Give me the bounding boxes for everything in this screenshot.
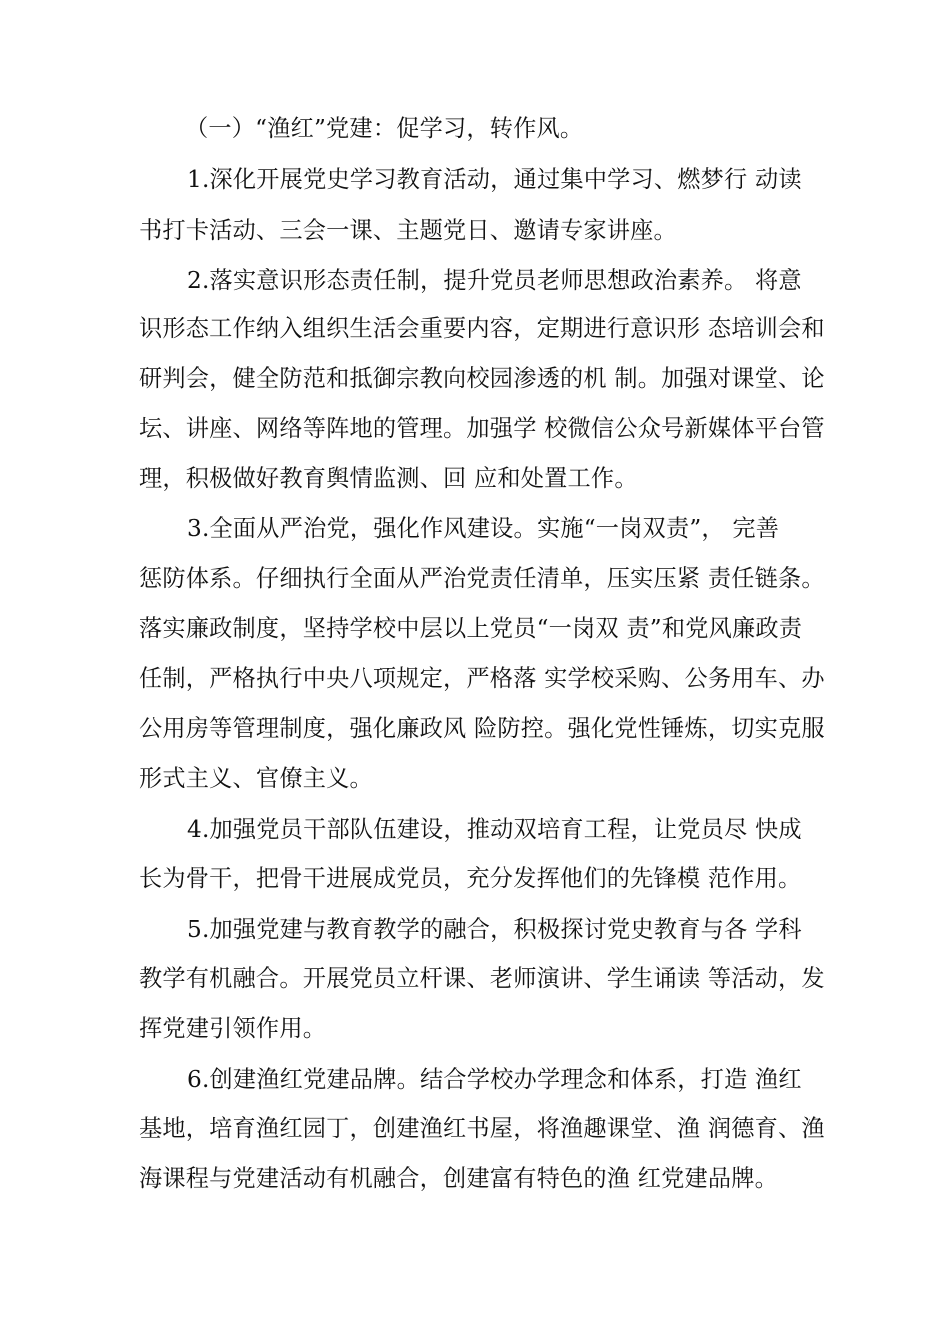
paragraph-5-line-3: 挥党建引领作用。 — [139, 1015, 327, 1042]
paragraph-2-line-3: 研判会，健全防范和抵御宗教向校园渗透的机 制。加强对课堂、论 — [139, 365, 825, 392]
paragraph-3-line-6: 形式主义、官僚主义。 — [139, 765, 373, 792]
paragraph-2-line-2: 识形态工作纳入组织生活会重要内容，定期进行意识形 态培训会和 — [139, 315, 825, 342]
paragraph-5-line-1: 5.加强党建与教育教学的融合，积极探讨党史教育与各 学科 — [187, 916, 802, 943]
paragraph-3-line-1: 3.全面从严治党，强化作风建设。实施“一岗双责”， 完善 — [187, 515, 780, 542]
paragraph-4-line-2: 长为骨干，把骨干进展成党员，充分发挥他们的先锋模 范作用。 — [139, 865, 802, 892]
paragraph-6-line-2: 基地，培育渔红园丁，创建渔红书屋，将渔趣课堂、渔 润德育、渔 — [139, 1115, 825, 1142]
paragraph-2-line-1: 2.落实意识形态责任制，提升党员老师思想政治素养。 将意 — [187, 267, 802, 294]
paragraph-2-line-4: 坛、讲座、网络等阵地的管理。加强学 校微信公众号新媒体平台管 — [139, 415, 825, 442]
paragraph-5-line-2: 教学有机融合。开展党员立杆课、老师演讲、学生诵读 等活动，发 — [139, 965, 825, 992]
paragraph-6-line-1: 6.创建渔红党建品牌。结合学校办学理念和体系，打造 渔红 — [187, 1066, 802, 1093]
paragraph-3-line-4: 任制，严格执行中央八项规定，严格落 实学校采购、公务用车、办 — [139, 665, 825, 692]
paragraph-3-line-5: 公用房等管理制度，强化廉政风 险防控。强化党性锤炼，切实克服 — [139, 715, 825, 742]
paragraph-2-line-5: 理，积极做好教育舆情监测、回 应和处置工作。 — [139, 465, 638, 492]
paragraph-1-line-2: 书打卡活动、三会一课、主题党日、邀请专家讲座。 — [139, 217, 677, 244]
paragraph-3-line-3: 落实廉政制度，坚持学校中层以上党员“一岗双 责”和党风廉政责 — [139, 615, 803, 642]
paragraph-4-line-1: 4.加强党员干部队伍建设，推动双培育工程，让党员尽 快成 — [187, 816, 802, 843]
paragraph-3-line-2: 惩防体系。仔细执行全面从严治党责任清单，压实压紧 责任链条。 — [139, 565, 825, 592]
section-heading: （一）“渔红”党建：促学习，转作风。 — [185, 115, 584, 142]
paragraph-1-line-1: 1.深化开展党史学习教育活动，通过集中学习、燃梦行 动读 — [187, 166, 802, 193]
paragraph-6-line-3: 海课程与党建活动有机融合，创建富有特色的渔 红党建品牌。 — [139, 1165, 779, 1192]
